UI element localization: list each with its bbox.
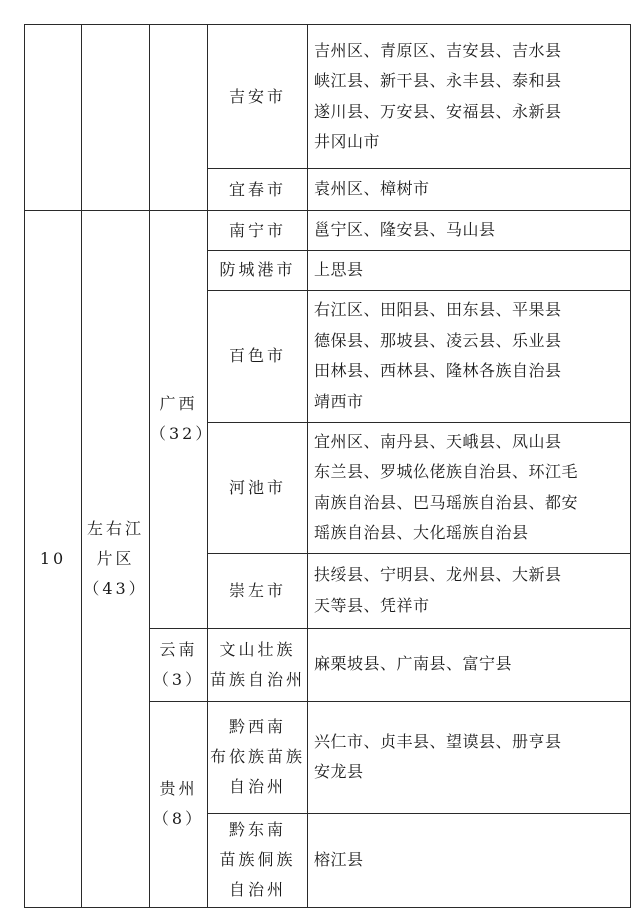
county-list-cell: 麻栗坡县、广南县、富宁县 [308,628,631,701]
county-list-cell: 兴仁市、贞丰县、望谟县、册亨县 安龙县 [308,701,631,813]
province-cell: 广西 （32） [150,211,208,629]
table-row [25,25,631,169]
city-cell: 百色市 [208,290,308,422]
city-cell: 南宁市 [208,211,308,251]
poverty-counties-table [24,24,631,908]
county-list-cell: 邕宁区、隆安县、马山县 [308,211,631,251]
county-list-cell: 右江区、田阳县、田东县、平果县 德保县、那坡县、凌云县、乐业县 田林县、西林县、隆林各族自治县 靖西市 [308,290,631,422]
county-list-cell: 宜州区、南丹县、天峨县、凤山县 东兰县、罗城仫佬族自治县、环江毛 南族自治县、巴马瑶族自治县、都安 瑶族自治县、大化瑶族自治县 [308,422,631,553]
province-cell-empty [150,25,208,211]
index-cell-empty [25,25,82,211]
city-cell: 宜春市 [208,169,308,211]
county-list-cell: 榕江县 [308,813,631,907]
city-cell: 防城港市 [208,251,308,291]
city-cell: 河池市 [208,422,308,553]
city-cell: 吉安市 [208,25,308,169]
province-cell: 贵州 （8） [150,701,208,907]
county-list-cell: 吉州区、青原区、吉安县、吉水县 峡江县、新干县、永丰县、泰和县 遂川县、万安县、安福县、永新县 井冈山市 [308,25,631,169]
county-list-cell: 袁州区、樟树市 [308,169,631,211]
province-cell: 云南 （3） [150,628,208,701]
county-list-cell: 上思县 [308,251,631,291]
city-cell: 黔东南 苗族侗族 自治州 [208,813,308,907]
region-cell: 左右江 片区 （43） [82,211,150,908]
region-cell-empty [82,25,150,211]
county-list-cell: 扶绥县、宁明县、龙州县、大新县 天等县、凭祥市 [308,553,631,628]
index-cell: 10 [25,211,82,908]
city-cell: 黔西南 布依族苗族 自治州 [208,701,308,813]
table-row [25,211,631,251]
city-cell: 崇左市 [208,553,308,628]
city-cell: 文山壮族 苗族自治州 [208,628,308,701]
